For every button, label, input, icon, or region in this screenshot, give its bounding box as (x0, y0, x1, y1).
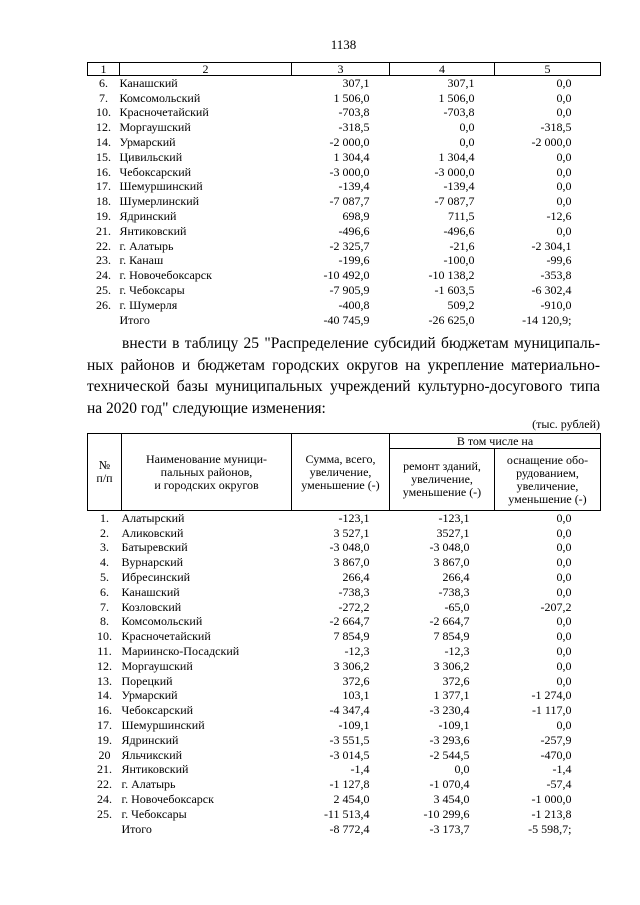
cell-total: 7 854,9 (333, 629, 370, 644)
cell-name: г. Чебоксары (119, 283, 185, 298)
cell-equipment: -5 598,7; (528, 821, 572, 836)
total-row (88, 821, 601, 836)
cell-number: 10. (97, 629, 112, 644)
cell-equipment: 0,0 (556, 525, 572, 540)
table-row (88, 540, 601, 555)
cell-repair: 1 377,1 (433, 688, 470, 703)
cell-repair: -3 173,7 (429, 821, 470, 836)
cell-name: Итого (119, 312, 150, 327)
table-row (88, 570, 601, 585)
table-row (88, 792, 601, 807)
cell-repair: 372,6 (442, 673, 470, 688)
cell-number (88, 821, 122, 836)
header-group: В том числе на (390, 434, 601, 449)
cell-number: 16. (96, 164, 111, 179)
cell-repair: -2 544,5 (429, 747, 470, 762)
cell-number: 6. (99, 76, 108, 91)
cell-number: 18. (96, 194, 111, 209)
cell-equipment: 0,0 (556, 223, 572, 238)
cell-name: г. Алатырь (119, 238, 174, 253)
cell-equipment: -910,0 (540, 297, 572, 312)
cell-number: 8. (100, 614, 109, 629)
cell-name: г. Канаш (119, 253, 164, 268)
cell-number: 19. (96, 209, 111, 224)
cell-number: 22. (96, 238, 111, 253)
cell-name: Канашский (119, 76, 178, 91)
cell-name: г. Алатырь (121, 777, 176, 792)
table-row (88, 525, 601, 540)
cell-name: Красночетайский (119, 105, 209, 120)
cell-number: 21. (96, 223, 111, 238)
cell-total: -40 745,9 (323, 312, 370, 327)
table-row (88, 629, 601, 644)
table-body (88, 76, 601, 328)
column-header-5: 5 (495, 63, 601, 76)
cell-equipment: -2 304,1 (531, 238, 572, 253)
cell-equipment: -1,4 (552, 762, 572, 777)
cell-total: -2 000,0 (329, 135, 370, 150)
cell-equipment: -57,4 (546, 777, 572, 792)
cell-number: 25. (96, 283, 111, 298)
cell-equipment: -470,0 (540, 747, 572, 762)
cell-repair: -3 293,6 (429, 732, 470, 747)
cell-name: Ибресинский (121, 570, 191, 585)
table-row (88, 149, 601, 164)
cell-number: 24. (97, 792, 112, 807)
cell-repair: 7 854,9 (433, 629, 470, 644)
cell-equipment: 0,0 (556, 76, 572, 91)
cell-repair: -139,4 (443, 179, 475, 194)
cell-number (88, 312, 120, 327)
cell-number: 22. (97, 777, 112, 792)
table-row (88, 90, 601, 105)
cell-total: 3 867,0 (333, 555, 370, 570)
cell-total: -3 048,0 (329, 540, 370, 555)
table-row (88, 777, 601, 792)
cell-total: -11 513,4 (323, 806, 370, 821)
cell-name: Шемуршинский (121, 718, 205, 733)
cell-name: Моргаушский (119, 120, 191, 135)
cell-repair: 307,1 (447, 76, 475, 91)
cell-repair: -26 625,0 (428, 312, 475, 327)
cell-name: Алатырский (121, 511, 185, 526)
table-row (88, 511, 601, 526)
cell-equipment: 0,0 (556, 644, 572, 659)
cell-equipment: -12,6 (546, 209, 572, 224)
table-row (88, 135, 601, 150)
cell-name: Чебоксарский (119, 164, 192, 179)
table-row (88, 164, 601, 179)
cell-name: Аликовский (121, 525, 184, 540)
cell-repair: -65,0 (444, 599, 470, 614)
table-body (88, 511, 601, 837)
cell-equipment: -1 213,8 (531, 806, 572, 821)
page-number: 1138 (330, 37, 357, 52)
cell-equipment: 0,0 (556, 614, 572, 629)
cell-total: 2 454,0 (333, 792, 370, 807)
table-row (88, 297, 601, 312)
cell-number: 2. (100, 525, 109, 540)
cell-number: 15. (96, 149, 111, 164)
cell-repair: 266,4 (442, 570, 470, 585)
cell-total: -7 905,9 (329, 283, 370, 298)
cell-name: Порецкий (121, 673, 173, 688)
cell-equipment: 0,0 (556, 90, 572, 105)
column-number-row (88, 63, 601, 76)
cell-number: 26. (96, 297, 111, 312)
cell-total: -3 551,5 (329, 732, 370, 747)
cell-name: Козловский (121, 599, 182, 614)
cell-name: г. Шумерля (119, 297, 178, 312)
cell-name: Батыревский (121, 540, 188, 555)
cell-number: 6. (100, 584, 109, 599)
cell-repair: -109,1 (438, 718, 470, 733)
paragraph-line: внести в таблицу 25 "Распределение субсидий бюджетам муниципаль- (122, 335, 600, 352)
cell-repair: 1 304,4 (438, 149, 475, 164)
table-row (88, 268, 601, 283)
cell-repair: -1 070,4 (429, 777, 470, 792)
cell-repair: 3 454,0 (433, 792, 470, 807)
cell-number: 12. (97, 658, 112, 673)
table-row (88, 688, 601, 703)
cell-repair: -12,3 (444, 644, 470, 659)
cell-repair: -496,6 (443, 223, 475, 238)
table-row (88, 732, 601, 747)
cell-equipment: -207,2 (540, 599, 572, 614)
cell-number: 14. (97, 688, 112, 703)
table-row (88, 283, 601, 298)
table-row (88, 614, 601, 629)
table-row (88, 747, 601, 762)
cell-repair: -10 138,2 (428, 268, 475, 283)
cell-name: Итого (121, 821, 152, 836)
table-row (88, 105, 601, 120)
cell-equipment: -318,5 (540, 120, 572, 135)
cell-repair: -738,3 (438, 584, 470, 599)
cell-repair: 509,2 (447, 297, 475, 312)
cell-total: -139,4 (338, 179, 370, 194)
cell-equipment: 0,0 (556, 149, 572, 164)
cell-name: Урмарский (119, 135, 176, 150)
cell-equipment: 0,0 (556, 194, 572, 209)
cell-number: 21. (97, 762, 112, 777)
table-row (88, 120, 601, 135)
cell-name: Урмарский (121, 688, 178, 703)
cell-number: 1. (100, 511, 109, 526)
cell-number: 16. (97, 703, 112, 718)
cell-name: Яльчикский (121, 747, 183, 762)
cell-total: -2 664,7 (329, 614, 370, 629)
cell-repair: 0,0 (454, 762, 470, 777)
table-row (88, 209, 601, 224)
cell-name: Мариинско-Посадский (121, 644, 240, 659)
cell-repair: -2 664,7 (429, 614, 470, 629)
cell-number: 4. (100, 555, 109, 570)
header-repair: ремонт зданий, увеличение, уменьшение (-) (390, 449, 495, 511)
table-row (88, 76, 601, 91)
table-row (88, 762, 601, 777)
cell-total: -8 772,4 (329, 821, 370, 836)
cell-equipment: -2 000,0 (531, 135, 572, 150)
paragraph-line: на 2020 год" следующие изменения: (87, 399, 326, 417)
cell-name: Шемуршинский (119, 179, 203, 194)
cell-total: -1,4 (350, 762, 370, 777)
cell-name: Цивильский (119, 149, 183, 164)
cell-equipment: 0,0 (556, 164, 572, 179)
cell-total: 3 527,1 (333, 525, 370, 540)
cell-equipment: 0,0 (556, 570, 572, 585)
cell-total: 103,1 (342, 688, 370, 703)
cell-total: -272,2 (338, 599, 370, 614)
cell-number: 5. (100, 570, 109, 585)
cell-name: Вурнарский (121, 555, 184, 570)
table-row (88, 253, 601, 268)
cell-total: -3 000,0 (329, 164, 370, 179)
cell-number: 7. (100, 599, 109, 614)
cell-number: 23. (96, 253, 111, 268)
header-number: № п/п (88, 434, 122, 511)
cell-number: 3. (100, 540, 109, 555)
cell-name: Янтиковский (121, 762, 189, 777)
column-header-1: 1 (88, 63, 120, 76)
cell-equipment: -6 302,4 (531, 283, 572, 298)
cell-number: 13. (97, 673, 112, 688)
cell-repair: 1 506,0 (438, 90, 475, 105)
cell-equipment: 0,0 (556, 629, 572, 644)
table-row (88, 584, 601, 599)
cell-equipment: 0,0 (556, 105, 572, 120)
cell-name: Канашский (121, 584, 180, 599)
cell-total: 3 306,2 (333, 658, 370, 673)
cell-equipment: 0,0 (556, 511, 572, 526)
column-header-2: 2 (120, 63, 292, 76)
cell-total: -3 014,5 (329, 747, 370, 762)
cell-equipment: -257,9 (540, 732, 572, 747)
amendment-paragraph (87, 333, 600, 419)
cell-name: г. Новочебоксарск (119, 268, 212, 283)
cell-total: 372,6 (342, 673, 370, 688)
total-row (88, 312, 601, 327)
cell-repair: -123,1 (438, 511, 470, 526)
cell-equipment: 0,0 (556, 179, 572, 194)
cell-name: Шумерлинский (119, 194, 200, 209)
cell-number: 12. (96, 120, 111, 135)
cell-total: -1 127,8 (329, 777, 370, 792)
cell-number: 7. (99, 90, 108, 105)
cell-equipment: -14 120,9; (522, 312, 572, 327)
header-total: Сумма, всего, увеличение, уменьшение (-) (292, 434, 390, 511)
header-equipment: оснащение обо- рудованием, увеличение, уменьшение (-) (495, 449, 601, 511)
cell-equipment: -353,8 (540, 268, 572, 283)
cell-total: -4 347,4 (329, 703, 370, 718)
cell-total: 266,4 (342, 570, 370, 585)
column-header-4: 4 (390, 63, 495, 76)
cell-equipment: 0,0 (556, 555, 572, 570)
cell-number: 17. (97, 718, 112, 733)
cell-repair: -703,8 (443, 105, 475, 120)
cell-total: 1 304,4 (333, 149, 370, 164)
cell-name: Комсомольский (121, 614, 203, 629)
cell-repair: -3 000,0 (434, 164, 475, 179)
units-label: (тыс. рублей) (532, 417, 600, 431)
cell-number: 24. (96, 268, 111, 283)
table-row (88, 644, 601, 659)
table-row (88, 179, 601, 194)
cell-total: -738,3 (338, 584, 370, 599)
cell-total: -2 325,7 (329, 238, 370, 253)
cell-name: Моргаушский (121, 658, 193, 673)
column-header-3: 3 (292, 63, 390, 76)
cell-name: г. Новочебоксарск (121, 792, 214, 807)
cell-equipment: 0,0 (556, 718, 572, 733)
header-row (88, 434, 601, 449)
table-row (88, 673, 601, 688)
cell-total: 698,9 (342, 209, 370, 224)
cell-total: -496,6 (338, 223, 370, 238)
cell-number: 11. (97, 644, 112, 659)
cell-name: Чебоксарский (121, 703, 194, 718)
cell-equipment: -1 117,0 (531, 703, 572, 718)
cell-number: 20 (98, 747, 111, 762)
cell-total: -10 492,0 (323, 268, 370, 283)
cell-total: -12,3 (344, 644, 370, 659)
cell-number: 14. (96, 135, 111, 150)
cell-repair: 3527,1 (436, 525, 470, 540)
cell-repair: 3 867,0 (433, 555, 470, 570)
cell-repair: -7 087,7 (434, 194, 475, 209)
cell-repair: 3 306,2 (433, 658, 470, 673)
table-row (88, 194, 601, 209)
cell-name: г. Чебоксары (121, 806, 187, 821)
table-row (88, 806, 601, 821)
cell-total: -199,6 (338, 253, 370, 268)
cell-repair: 0,0 (459, 135, 475, 150)
header-name: Наименование муници- пальных районов, и городских округов (122, 434, 292, 511)
changes-table-continued (87, 62, 601, 327)
cell-name: Янтиковский (119, 223, 187, 238)
table-row (88, 555, 601, 570)
table-row (88, 658, 601, 673)
cell-name: Красночетайский (121, 629, 211, 644)
subsidy-changes-table (87, 433, 601, 836)
cell-repair: -100,0 (443, 253, 475, 268)
cell-equipment: 0,0 (556, 584, 572, 599)
paragraph-line: технической базы муниципальных учреждений культурно-досугового типа (87, 378, 600, 395)
cell-equipment: 0,0 (556, 673, 572, 688)
cell-equipment: -99,6 (546, 253, 572, 268)
cell-repair: -3 230,4 (429, 703, 470, 718)
cell-equipment: 0,0 (556, 658, 572, 673)
cell-total: -109,1 (338, 718, 370, 733)
cell-repair: -21,6 (449, 238, 475, 253)
table-row (88, 703, 601, 718)
cell-name: Ядринский (121, 732, 179, 747)
cell-equipment: -1 274,0 (531, 688, 572, 703)
table-row (88, 718, 601, 733)
cell-equipment: -1 000,0 (531, 792, 572, 807)
cell-number: 10. (96, 105, 111, 120)
cell-total: -400,8 (338, 297, 370, 312)
cell-repair: -1 603,5 (434, 283, 475, 298)
cell-number: 17. (96, 179, 111, 194)
cell-total: -123,1 (338, 511, 370, 526)
cell-repair: 711,5 (447, 209, 475, 224)
cell-repair: -10 299,6 (423, 806, 470, 821)
cell-name: Ядринский (119, 209, 177, 224)
cell-total: 307,1 (342, 76, 370, 91)
cell-total: -318,5 (338, 120, 370, 135)
cell-number: 19. (97, 732, 112, 747)
cell-total: -7 087,7 (329, 194, 370, 209)
paragraph-line: ных районов и бюджетам городских округов на укрепление материально- (87, 356, 600, 374)
cell-total: 1 506,0 (333, 90, 370, 105)
cell-number: 25. (97, 806, 112, 821)
cell-name: Комсомольский (119, 90, 201, 105)
cell-repair: 0,0 (459, 120, 475, 135)
table-row (88, 223, 601, 238)
cell-total: -703,8 (338, 105, 370, 120)
table-row (88, 238, 601, 253)
cell-equipment: 0,0 (556, 540, 572, 555)
table-row (88, 599, 601, 614)
cell-repair: -3 048,0 (429, 540, 470, 555)
